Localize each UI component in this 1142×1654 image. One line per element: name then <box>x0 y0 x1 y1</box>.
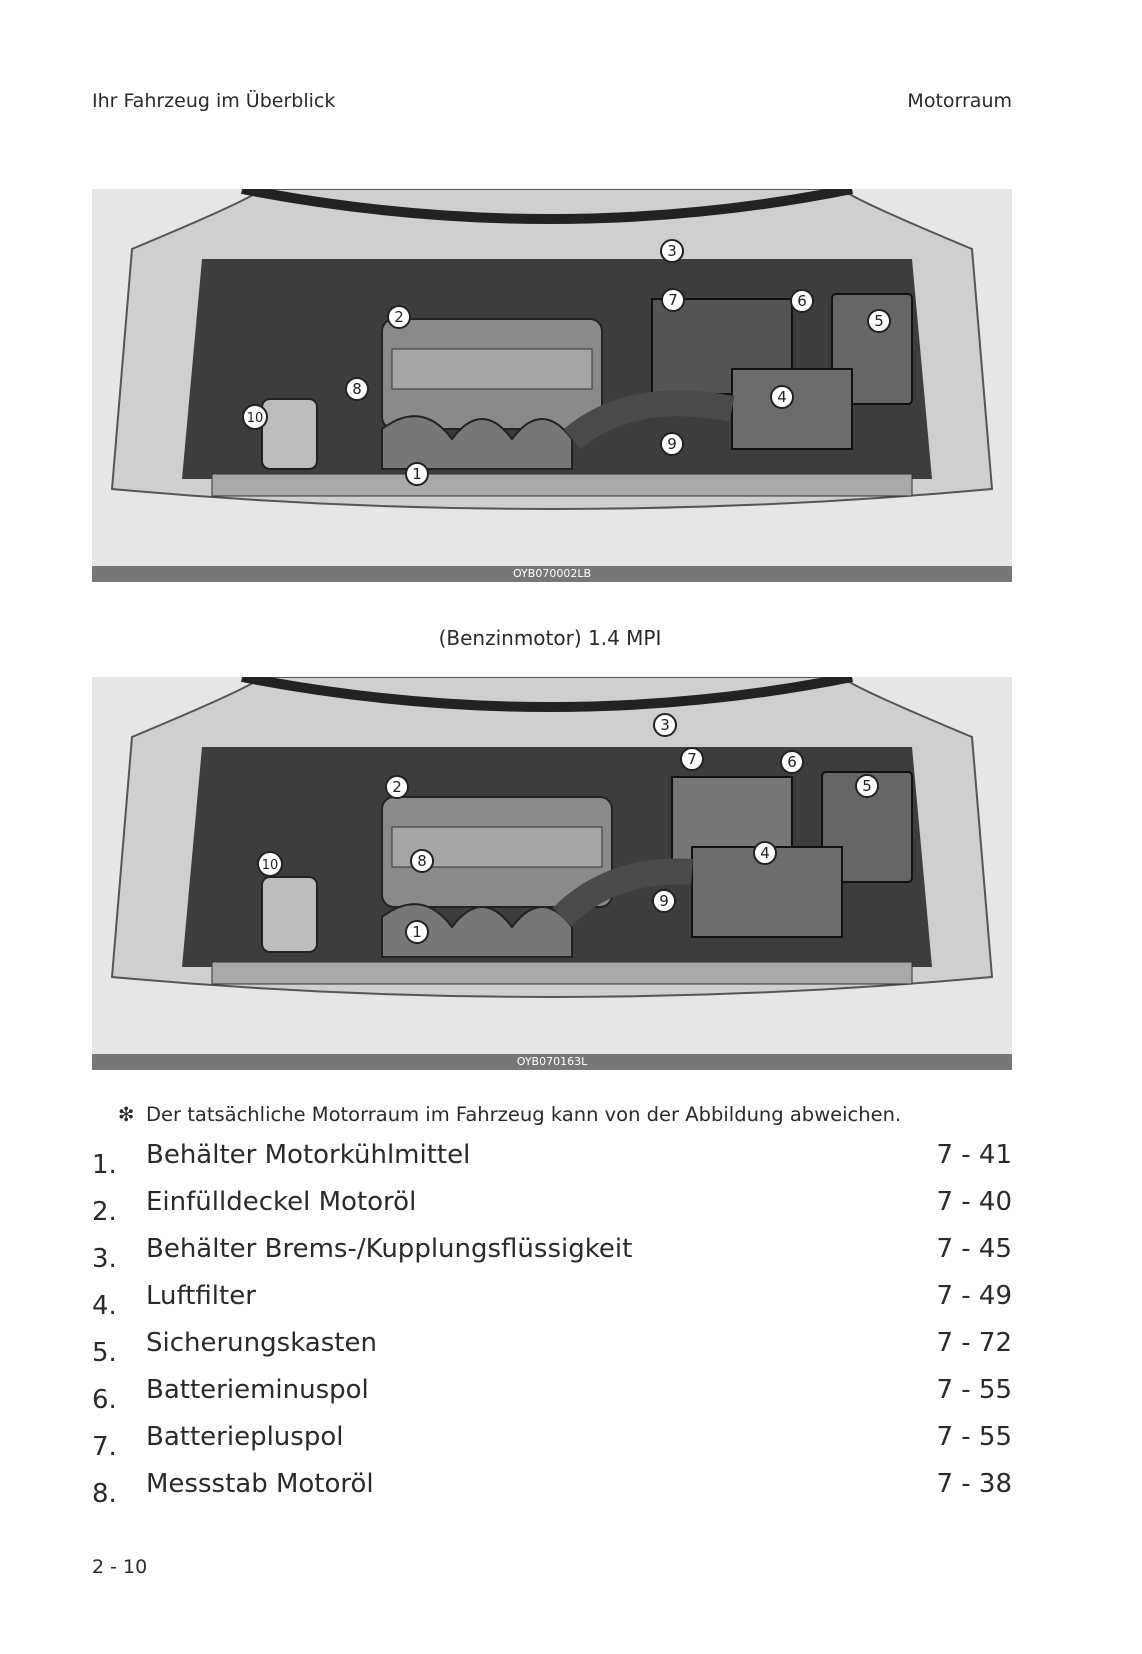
engine-bay-illustration-2 <box>92 677 1012 1070</box>
callout-3 <box>654 714 676 736</box>
item-label: Batteriepluspol <box>146 1422 344 1452</box>
item-number: 6. <box>92 1385 117 1415</box>
svg-text:5: 5 <box>862 777 872 795</box>
callout-5 <box>868 310 890 332</box>
item-label: Behälter Motorkühlmittel <box>146 1140 471 1170</box>
callout-3 <box>661 240 683 262</box>
item-page-ref: 7 - 41 <box>936 1140 1012 1170</box>
svg-text:9: 9 <box>659 892 669 910</box>
component-list <box>92 1140 1012 1516</box>
svg-text:10: 10 <box>246 411 264 426</box>
svg-text:5: 5 <box>874 312 884 330</box>
item-page-ref: 7 - 40 <box>936 1187 1012 1217</box>
callout-10 <box>258 852 282 876</box>
item-number: 7. <box>92 1432 117 1462</box>
callout-6 <box>781 751 803 773</box>
callout-4 <box>771 386 793 408</box>
list-item <box>92 1375 1012 1422</box>
callout-8 <box>346 378 368 400</box>
svg-text:8: 8 <box>352 380 362 398</box>
callout-7 <box>681 748 703 770</box>
item-label: Sicherungskasten <box>146 1328 377 1358</box>
callout-2 <box>386 776 408 798</box>
item-label: Behälter Brems-/Kupplungsflüssigkeit <box>146 1234 633 1264</box>
item-number: 8. <box>92 1479 117 1509</box>
item-label: Batterieminuspol <box>146 1375 369 1405</box>
list-item <box>92 1140 1012 1187</box>
callout-9 <box>661 433 683 455</box>
item-number: 3. <box>92 1244 117 1274</box>
svg-text:1: 1 <box>412 465 422 483</box>
item-number: 2. <box>92 1197 117 1227</box>
svg-text:6: 6 <box>787 753 797 771</box>
list-item <box>92 1281 1012 1328</box>
callout-8 <box>411 850 433 872</box>
header-chapter-title: Motorraum <box>907 90 1012 112</box>
callout-5 <box>856 775 878 797</box>
item-number: 4. <box>92 1291 117 1321</box>
note-symbol-icon: ❇ <box>118 1103 135 1126</box>
callout-7 <box>662 289 684 311</box>
item-page-ref: 7 - 45 <box>936 1234 1012 1264</box>
callout-10 <box>243 405 267 429</box>
header-section-title: Ihr Fahrzeug im Überblick <box>92 90 336 112</box>
svg-text:4: 4 <box>777 388 787 406</box>
svg-text:6: 6 <box>797 292 807 310</box>
figure-code: OYB070002LB <box>92 566 1012 582</box>
svg-text:2: 2 <box>392 778 402 796</box>
list-item <box>92 1187 1012 1234</box>
item-label: Luftfilter <box>146 1281 256 1311</box>
list-item <box>92 1328 1012 1375</box>
item-page-ref: 7 - 38 <box>936 1469 1012 1499</box>
list-item <box>92 1469 1012 1516</box>
callout-1 <box>406 463 428 485</box>
item-label: Messstab Motoröl <box>146 1469 374 1499</box>
svg-text:2: 2 <box>394 308 404 326</box>
page-number: 2 - 10 <box>92 1556 148 1578</box>
figure-code: OYB070163L <box>92 1054 1012 1070</box>
svg-text:1: 1 <box>412 923 422 941</box>
item-label: Einfülldeckel Motoröl <box>146 1187 417 1217</box>
item-number: 1. <box>92 1150 117 1180</box>
item-page-ref: 7 - 55 <box>936 1375 1012 1405</box>
item-page-ref: 7 - 55 <box>936 1422 1012 1452</box>
svg-text:7: 7 <box>668 291 678 309</box>
svg-text:8: 8 <box>417 852 427 870</box>
disclaimer-note <box>118 1103 901 1126</box>
svg-text:10: 10 <box>261 858 279 873</box>
svg-text:3: 3 <box>667 242 677 260</box>
item-page-ref: 7 - 49 <box>936 1281 1012 1311</box>
svg-text:4: 4 <box>760 844 770 862</box>
callout-6 <box>791 290 813 312</box>
item-number: 5. <box>92 1338 117 1368</box>
svg-text:3: 3 <box>660 716 670 734</box>
note-text: Der tatsächliche Motorraum im Fahrzeug kann von der Abbildung abweichen. <box>146 1103 902 1126</box>
engine-bay-illustration-1 <box>92 189 1012 582</box>
list-item <box>92 1234 1012 1281</box>
svg-text:7: 7 <box>687 750 697 768</box>
callout-4 <box>754 842 776 864</box>
figure-caption: (Benzinmotor) 1.4 MPI <box>438 626 662 650</box>
callout-2 <box>388 306 410 328</box>
callout-1 <box>406 921 428 943</box>
list-item <box>92 1422 1012 1469</box>
svg-text:9: 9 <box>667 435 677 453</box>
callout-9 <box>653 890 675 912</box>
item-page-ref: 7 - 72 <box>936 1328 1012 1358</box>
